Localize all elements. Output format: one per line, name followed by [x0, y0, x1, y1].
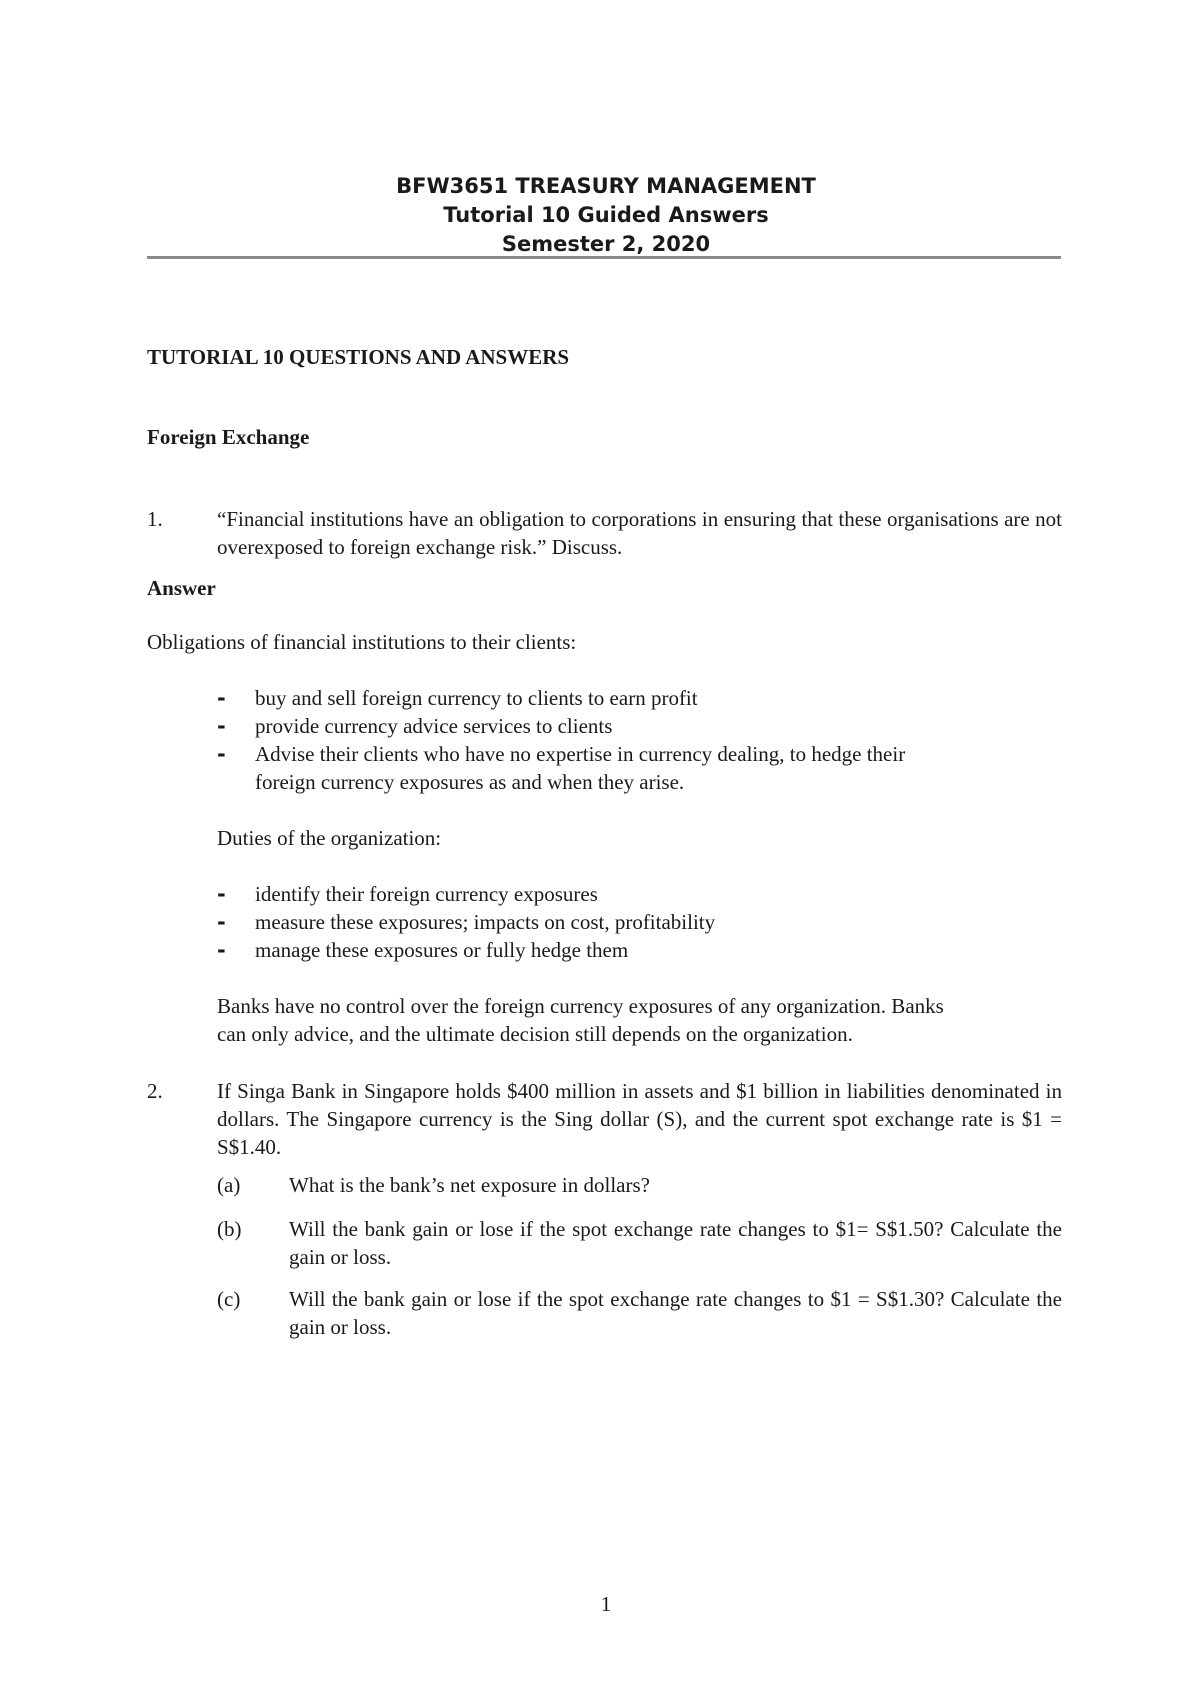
- duty-item: measure these exposures; impacts on cost, profitability: [255, 910, 716, 934]
- bullet-dash: -: [217, 882, 226, 906]
- duty-item: identify their foreign currency exposures: [255, 882, 598, 906]
- question-1-number: 1.: [147, 507, 163, 531]
- obligations-intro: Obligations of financial institutions to their clients:: [147, 630, 577, 654]
- obligation-item-continued: foreign currency exposures as and when they arise.: [255, 770, 685, 794]
- conclusion-line: can only advice, and the ultimate decision still depends on the organization.: [217, 1022, 853, 1046]
- duty-item: manage these exposures or fully hedge them: [255, 938, 629, 962]
- document-header: [0, 172, 1200, 259]
- bullet-dash: -: [217, 910, 226, 934]
- semester-label: Semester 2, 2020: [501, 232, 711, 256]
- course-title: BFW3651 TREASURY MANAGEMENT: [396, 174, 816, 198]
- question-2-number: 2.: [147, 1079, 163, 1103]
- part-text: Will the bank gain or lose if the spot exchange rate changes to $1= S$1.50? Calculate the gain or loss.: [289, 1217, 1062, 1269]
- bullet-dash: -: [217, 714, 226, 738]
- obligation-item: Advise their clients who have no expertise in currency dealing, to hedge their: [255, 742, 906, 766]
- part-label: (b): [217, 1217, 242, 1241]
- conclusion-line: Banks have no control over the foreign currency exposures of any organization. Banks: [217, 994, 944, 1018]
- obligation-item: provide currency advice services to clients: [255, 714, 613, 738]
- topic-heading: Foreign Exchange: [147, 425, 310, 449]
- duties-intro: Duties of the organization:: [217, 826, 442, 850]
- obligation-item: buy and sell foreign currency to clients to earn profit: [255, 686, 698, 710]
- question-2-text: If Singa Bank in Singapore holds $400 million in assets and $1 billion in liabilities denominated in dollars. The Singapore currency is the Sing dollar (S), and the current spot exchange rate is $1 = S$1.40.: [217, 1079, 1062, 1159]
- answer-label: Answer: [147, 576, 216, 600]
- page-number: 1: [600, 1592, 612, 1616]
- part-label: (c): [217, 1287, 241, 1311]
- tutorial-subtitle: Tutorial 10 Guided Answers: [443, 203, 769, 227]
- bullet-dash: -: [217, 742, 226, 766]
- section-title: TUTORIAL 10 QUESTIONS AND ANSWERS: [147, 345, 570, 369]
- bullet-dash: -: [217, 938, 226, 962]
- part-label: (a): [217, 1173, 241, 1197]
- bullet-dash: -: [217, 686, 226, 710]
- part-text: What is the bank’s net exposure in dollars?: [289, 1173, 650, 1197]
- question-1-text: “Financial institutions have an obligation to corporations in ensuring that these organisations are not overexposed to foreign exchange risk.” Discuss.: [217, 507, 1062, 559]
- header-divider: [147, 256, 1061, 259]
- part-text: Will the bank gain or lose if the spot exchange rate changes to $1 = S$1.30? Calculate the gain or loss.: [289, 1287, 1062, 1339]
